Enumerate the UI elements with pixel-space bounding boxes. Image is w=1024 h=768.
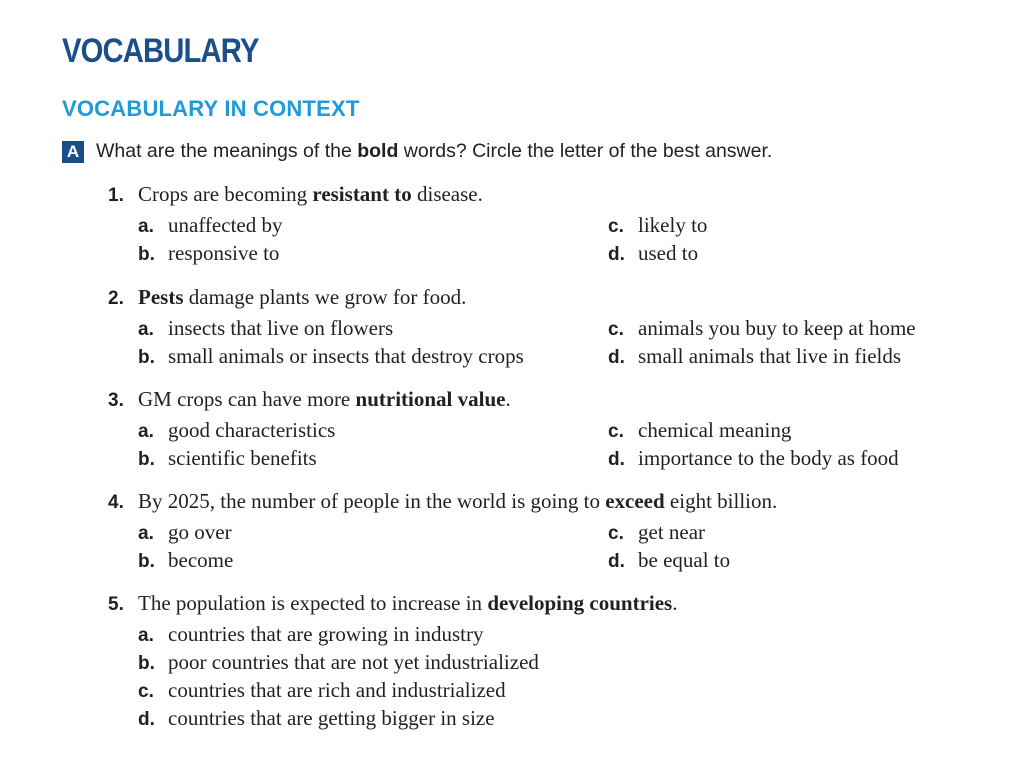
question-stem bbox=[108, 180, 988, 208]
option-text: be equal to bbox=[638, 548, 731, 572]
question-number: 5. bbox=[108, 594, 124, 615]
option-text: importance to the body as food bbox=[638, 446, 899, 470]
option-a[interactable] bbox=[138, 211, 282, 241]
option-d[interactable] bbox=[608, 239, 698, 269]
stem-bold: Pests bbox=[138, 285, 184, 309]
option-d[interactable] bbox=[608, 546, 730, 576]
option-text: poor countries that are not yet industrialized bbox=[168, 650, 539, 674]
section-title: VOCABULARY IN CONTEXT bbox=[62, 96, 360, 121]
option-letter: c. bbox=[138, 681, 154, 702]
question-2 bbox=[108, 283, 988, 368]
option-letter: c. bbox=[608, 421, 624, 442]
option-text: chemical meaning bbox=[638, 418, 792, 442]
option-text: countries that are getting bigger in size bbox=[168, 706, 495, 730]
option-b[interactable] bbox=[138, 444, 317, 474]
stem-pre: The population is expected to increase in bbox=[138, 591, 488, 615]
option-b[interactable] bbox=[138, 648, 539, 678]
option-text: go over bbox=[168, 520, 232, 544]
option-letter: d. bbox=[138, 709, 155, 730]
option-letter: c. bbox=[608, 523, 624, 544]
question-4 bbox=[108, 487, 988, 572]
option-letter: d. bbox=[608, 449, 625, 470]
option-d[interactable] bbox=[608, 342, 901, 372]
instruction-badge: A bbox=[62, 141, 84, 163]
stem-post: eight billion. bbox=[664, 489, 778, 513]
option-b[interactable] bbox=[138, 239, 279, 269]
stem-pre: GM crops can have more bbox=[138, 387, 356, 411]
option-c[interactable] bbox=[138, 676, 506, 706]
option-letter: a. bbox=[138, 523, 154, 544]
question-stem bbox=[108, 487, 988, 515]
stem-bold: resistant to bbox=[312, 182, 412, 206]
stem-post: disease. bbox=[411, 182, 483, 206]
option-text: animals you buy to keep at home bbox=[638, 316, 916, 340]
option-text: responsive to bbox=[168, 241, 280, 265]
question-3 bbox=[108, 385, 988, 470]
instruction-text-pre: What are the meanings of the bbox=[96, 140, 358, 162]
question-stem bbox=[108, 589, 988, 617]
option-c[interactable] bbox=[608, 314, 916, 344]
option-a[interactable] bbox=[138, 620, 484, 650]
question-1 bbox=[108, 180, 988, 265]
option-letter: d. bbox=[608, 244, 625, 265]
option-a[interactable] bbox=[138, 518, 232, 548]
stem-bold: nutritional value bbox=[355, 387, 506, 411]
instruction-text-bold: bold bbox=[357, 140, 399, 162]
stem-bold: exceed bbox=[605, 489, 665, 513]
option-letter: b. bbox=[138, 244, 155, 265]
option-a[interactable] bbox=[138, 314, 393, 344]
option-text: become bbox=[168, 548, 234, 572]
option-text: small animals that live in fields bbox=[638, 344, 902, 368]
option-text: unaffected by bbox=[168, 213, 283, 237]
option-letter: a. bbox=[138, 216, 154, 237]
question-stem bbox=[108, 385, 988, 413]
stem-post: . bbox=[505, 387, 511, 411]
stem-post: damage plants we grow for food. bbox=[183, 285, 467, 309]
option-text: good characteristics bbox=[168, 418, 336, 442]
option-c[interactable] bbox=[608, 211, 707, 241]
option-b[interactable] bbox=[138, 546, 233, 576]
instruction bbox=[62, 140, 772, 163]
option-letter: c. bbox=[608, 319, 624, 340]
option-c[interactable] bbox=[608, 518, 705, 548]
question-number: 4. bbox=[108, 492, 124, 513]
option-text: small animals or insects that destroy crops bbox=[168, 344, 524, 368]
option-d[interactable] bbox=[138, 704, 495, 734]
stem-pre: By 2025, the number of people in the world is going to bbox=[138, 489, 606, 513]
stem-post: . bbox=[672, 591, 678, 615]
option-text: likely to bbox=[638, 213, 708, 237]
option-letter: b. bbox=[138, 551, 155, 572]
question-number: 3. bbox=[108, 390, 124, 411]
stem-pre: Crops are becoming bbox=[138, 182, 313, 206]
option-text: used to bbox=[638, 241, 699, 265]
option-letter: a. bbox=[138, 421, 154, 442]
option-text: insects that live on flowers bbox=[168, 316, 394, 340]
page-title: VOCABULARY bbox=[62, 32, 259, 70]
option-c[interactable] bbox=[608, 416, 791, 446]
option-letter: d. bbox=[608, 551, 625, 572]
question-5 bbox=[108, 589, 988, 730]
question-number: 1. bbox=[108, 185, 124, 206]
question-stem bbox=[108, 283, 988, 311]
option-letter: b. bbox=[138, 653, 155, 674]
question-number: 2. bbox=[108, 288, 124, 309]
option-d[interactable] bbox=[608, 444, 899, 474]
option-letter: b. bbox=[138, 347, 155, 368]
option-a[interactable] bbox=[138, 416, 335, 446]
option-b[interactable] bbox=[138, 342, 524, 372]
instruction-text-post: words? Circle the letter of the best answer. bbox=[398, 140, 773, 162]
option-text: get near bbox=[638, 520, 706, 544]
option-letter: c. bbox=[608, 216, 624, 237]
option-letter: a. bbox=[138, 319, 154, 340]
option-text: countries that are rich and industrialized bbox=[168, 678, 506, 702]
option-letter: a. bbox=[138, 625, 154, 646]
option-text: countries that are growing in industry bbox=[168, 622, 484, 646]
stem-bold: developing countries bbox=[487, 591, 673, 615]
option-letter: b. bbox=[138, 449, 155, 470]
option-letter: d. bbox=[608, 347, 625, 368]
option-text: scientific benefits bbox=[168, 446, 317, 470]
